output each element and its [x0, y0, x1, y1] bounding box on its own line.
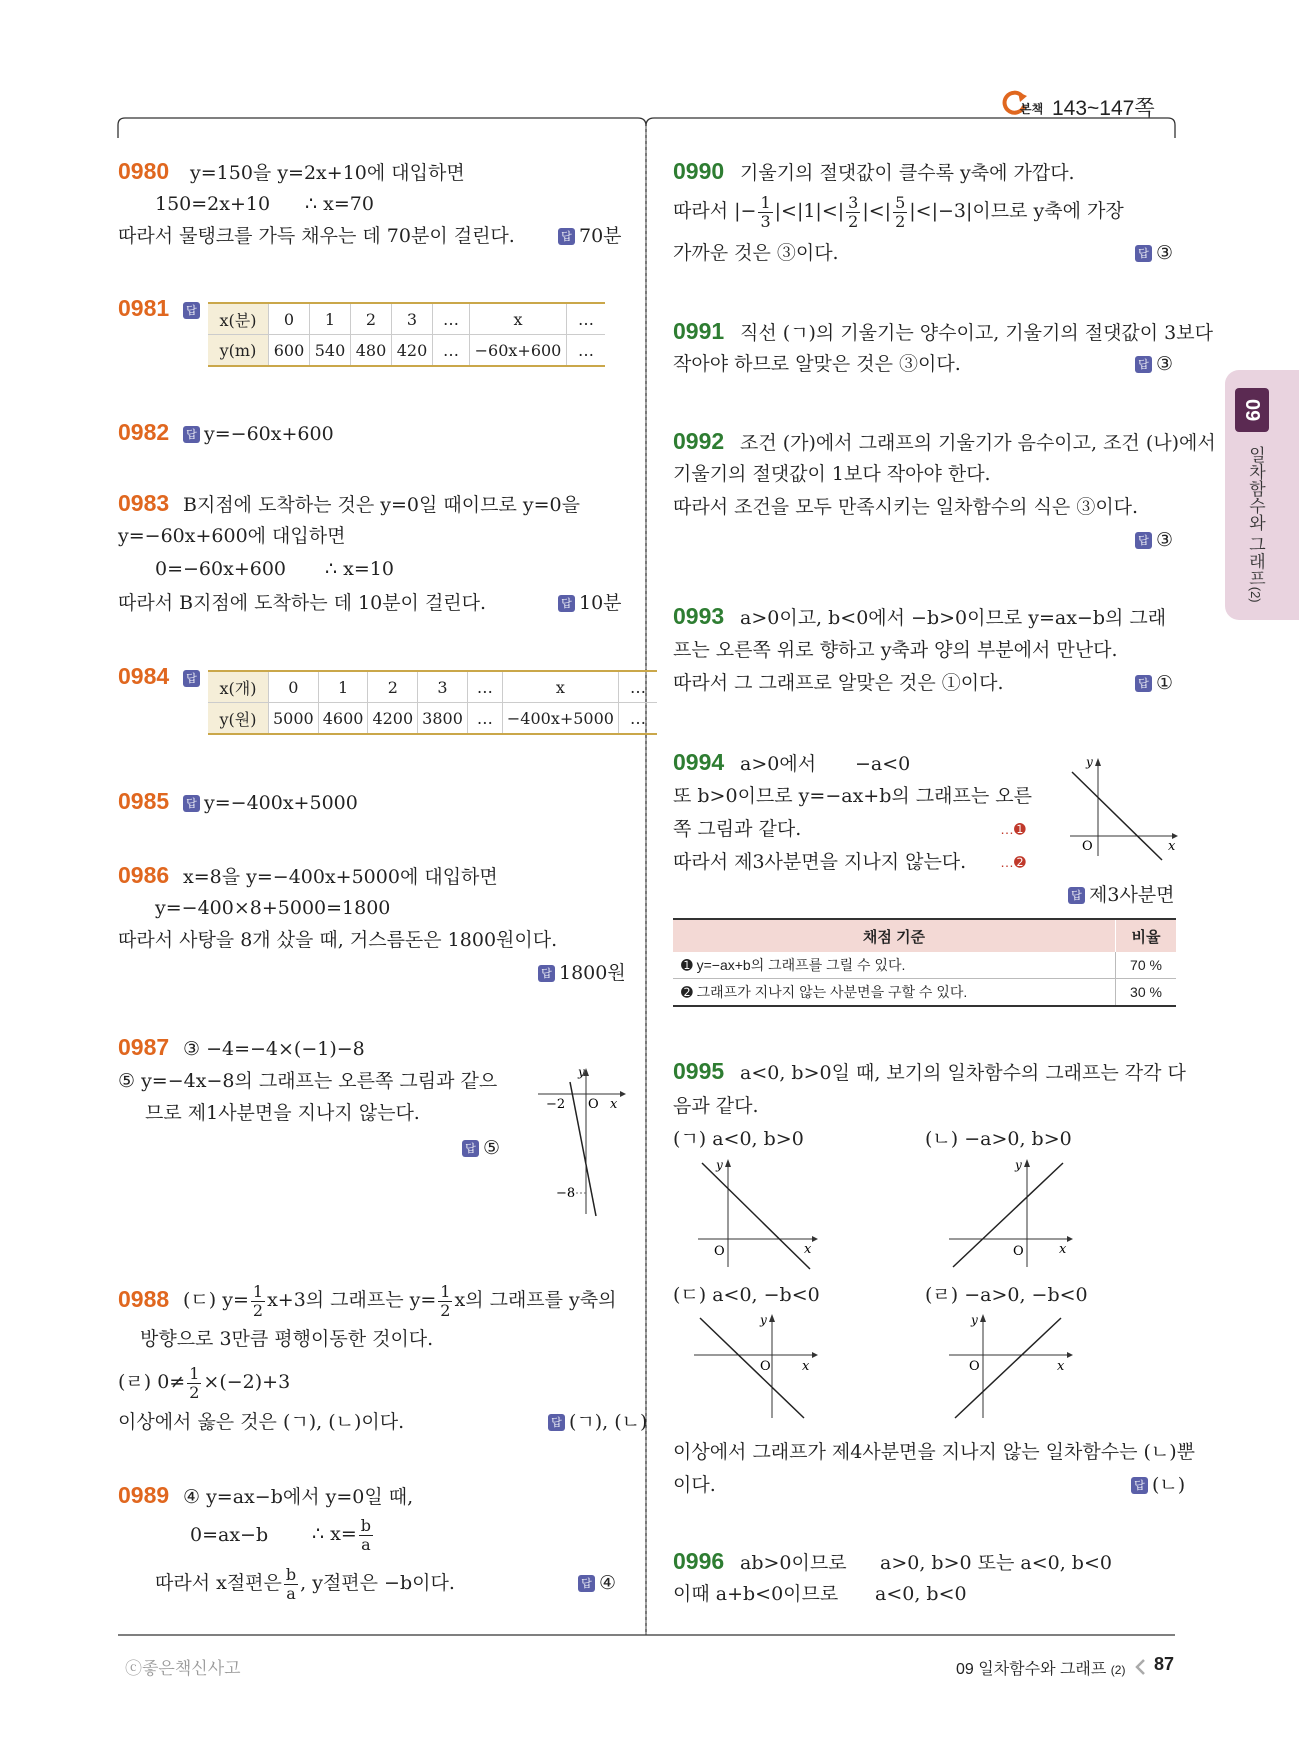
answer: 답 y=−60x+600: [183, 419, 334, 449]
problem-number: 0993: [673, 603, 725, 629]
graph-g2: [945, 1155, 1085, 1275]
equation: ∴ x= $\frac{b}{a}$: [312, 1515, 372, 1554]
answer: 답 (ㄱ), (ㄴ): [548, 1407, 647, 1437]
answer: 답 1800원: [538, 958, 626, 988]
origin-label: O: [1082, 839, 1093, 854]
text-line: 따라서 물탱크를 가득 채우는 데 70분이 걸린다.: [118, 225, 515, 247]
origin-label: O: [714, 1244, 725, 1259]
table-cell: 4600: [318, 703, 368, 735]
problem-number: 0985: [118, 788, 170, 814]
text-line: 이다.: [673, 1474, 716, 1496]
chevron-left-icon: [1134, 1657, 1148, 1677]
text-line: 프는 오른쪽 위로 향하고 y축과 양의 부분에서 만난다.: [673, 639, 1118, 661]
text-line: 또 b>0이므로 y=−ax+b의 그래프는 오른: [673, 785, 1032, 807]
table-cell: 420: [392, 335, 433, 367]
text-line: y=−60x+600에 대입하면: [118, 525, 346, 547]
table-cell: −60x+600: [470, 335, 567, 367]
grading-header-ratio: 비율: [1116, 919, 1177, 952]
table-cell: 5000: [269, 703, 319, 735]
text-line: 따라서 x절편은 $\frac{b}{a}$ , y절편은 −b이다.: [155, 1564, 455, 1603]
text-line: B지점에 도착하는 것은 y=0일 때이므로 y=0을: [183, 494, 580, 516]
value-table-0984: [208, 670, 657, 735]
book-label: 본책: [1020, 102, 1044, 116]
axis-label-x: x: [1057, 1359, 1065, 1374]
table-cell: …: [433, 303, 470, 335]
equation: ∴ x=10: [325, 558, 394, 580]
table-cell: …: [567, 303, 606, 335]
answer-badge: 답: [183, 670, 200, 687]
table-cell: …: [578, 340, 594, 360]
answer: 답 ⑤: [462, 1133, 500, 1163]
text-line: (ㄹ) 0≠ $\frac{1}{2}$ ×(−2)+3: [118, 1363, 291, 1402]
answer: 답 y=−400x+5000: [183, 788, 358, 818]
equation: ab>0이므로: [740, 1552, 847, 1574]
graph-g3: [690, 1310, 830, 1420]
equation: 0=ax−b: [190, 1524, 269, 1546]
text-line: 가까운 것은 ③이다.: [673, 242, 839, 264]
text-line: 기울기의 절댓값이 1보다 작아야 한다.: [673, 463, 991, 485]
equation: a>0, b>0 또는 a<0, b<0: [880, 1552, 1112, 1574]
problem-number: 0986: [118, 862, 170, 888]
chapter-sub: (2): [1248, 586, 1263, 603]
text-line: 음과 같다.: [673, 1095, 759, 1117]
table-cell: 0: [269, 303, 310, 335]
text-line: 따라서 조건을 모두 만족시키는 일차함수의 식은 ③이다.: [673, 496, 1139, 518]
table-cell: x: [502, 671, 618, 703]
text-line: ④ y=ax−b에서 y=0일 때,: [183, 1486, 414, 1508]
problem-number: 0987: [118, 1034, 170, 1060]
axis-label-y: y: [1015, 1158, 1022, 1172]
problem-number: 0981: [118, 295, 170, 321]
answer-badge: 답: [1135, 532, 1152, 549]
table-cell: 600: [269, 335, 310, 367]
text-line: a<0, b>0일 때, 보기의 일차함수의 그래프는 각각 다: [740, 1062, 1186, 1084]
table-cell: …: [629, 708, 646, 728]
value-table-0981: [208, 302, 605, 367]
text-line: 직선 (ㄱ)의 기울기는 양수이고, 기울기의 절댓값이 3보다: [740, 322, 1213, 344]
table-cell: x: [470, 303, 567, 335]
table-cell: 4200: [368, 703, 418, 735]
table-cell: 2: [351, 303, 392, 335]
answer-badge: 답: [1068, 887, 1085, 904]
axis-label-x: x: [610, 1097, 618, 1112]
table-cell: 1: [318, 671, 368, 703]
equation: a>0에서: [740, 753, 817, 775]
equation: 150=2x+10: [155, 193, 271, 215]
graph-0987: [528, 1064, 628, 1224]
equation: a<0, b<0: [875, 1583, 967, 1605]
problem-number: 0990: [673, 158, 725, 184]
table-cell: …: [618, 671, 657, 703]
table-cell: 2: [368, 671, 418, 703]
page-range: 143~147쪽: [1052, 97, 1155, 120]
footer-publisher: ⓒ좋은책신사고: [125, 1659, 241, 1678]
answer: 답 ①: [1135, 668, 1173, 698]
x-intercept-label: −2: [546, 1097, 566, 1112]
table-cell: y(m): [208, 335, 269, 367]
text-line: 따라서 그 그래프로 알맞은 것은 ①이다.: [673, 672, 1004, 694]
graph-caption: (ㄷ) a<0, −b<0: [673, 1284, 820, 1306]
problem-number: 0980: [118, 158, 170, 184]
text-line: 따라서 제3사분면을 지나지 않는다.: [673, 851, 967, 873]
graph-0994: [1060, 752, 1184, 862]
answer-badge: 답: [558, 595, 575, 612]
text-line: 이상에서 옳은 것은 (ㄱ), (ㄴ)이다.: [118, 1411, 405, 1433]
answer-badge: 답: [462, 1140, 479, 1157]
table-cell: …: [433, 335, 470, 367]
table-cell: 1: [310, 303, 351, 335]
answer-badge: 답: [548, 1414, 565, 1431]
table-cell: 540: [310, 335, 351, 367]
chapter-title: [1243, 446, 1268, 603]
table-cell: 3: [418, 671, 468, 703]
problem-number: 0992: [673, 428, 725, 454]
chapter-side-tab: [1225, 370, 1299, 620]
text-line: 따라서 B지점에 도착하는 데 10분이 걸린다.: [118, 592, 487, 614]
text-line: ③ −4=−4×(−1)−8: [183, 1038, 365, 1060]
axis-label-x: x: [1168, 839, 1176, 854]
text-line: 조건 (가)에서 그래프의 기울기가 음수이고, 조건 (나)에서: [740, 432, 1216, 454]
grading-row-2: ➋ 그래프가 지나지 않는 사분면을 구할 수 있다.: [673, 979, 1116, 1007]
step-marker-2: …➋: [1000, 854, 1026, 870]
table-cell: y(원): [208, 703, 269, 735]
answer: 답 ③: [1135, 525, 1173, 555]
text-line: y=150을 y=2x+10에 대입하면: [190, 162, 465, 184]
graph-caption: (ㄴ) −a>0, b>0: [925, 1128, 1072, 1150]
equation: 이때 a+b<0이므로: [673, 1583, 839, 1605]
text-line: ⑤ y=−4x−8의 그래프는 오른쪽 그림과 같으: [118, 1070, 498, 1092]
footer-chapter: [956, 1656, 1125, 1679]
answer: 답 10분: [558, 588, 622, 618]
grading-table: [673, 918, 1176, 1007]
origin-label: O: [969, 1359, 980, 1374]
problem-number: 0996: [673, 1548, 725, 1574]
text-line: 기울기의 절댓값이 클수록 y축에 가깝다.: [740, 162, 1075, 184]
answer-badge: 답: [183, 302, 200, 319]
answer-badge: 답: [558, 228, 575, 245]
problem-number: 0991: [673, 318, 725, 344]
origin-label: O: [1013, 1244, 1024, 1259]
text-line: (ㄷ) y= $\frac{1}{2}$ x+3의 그래프는 y= $\frac{1}{2}$ x의 그래프를 y축의: [183, 1281, 617, 1320]
text-line: 방향으로 3만큼 평행이동한 것이다.: [140, 1328, 434, 1350]
equation: −a<0: [855, 753, 911, 775]
text-line: a>0이고, b<0에서 −b>0이므로 y=ax−b의 그래: [740, 607, 1167, 629]
answer-badge: 답: [1131, 1477, 1148, 1494]
problem-number: 0995: [673, 1058, 725, 1084]
axis-label-y: y: [971, 1313, 978, 1327]
text-line: 므로 제1사분면을 지나지 않는다.: [145, 1102, 420, 1124]
answer: 답 제3사분면: [1068, 880, 1175, 910]
text-line: 작아야 하므로 알맞은 것은 ③이다.: [673, 353, 961, 375]
table-cell: x(분): [208, 303, 269, 335]
text-line: x=8을 y=−400x+5000에 대입하면: [183, 866, 498, 888]
axis-label-x: x: [802, 1359, 810, 1374]
answer-badge: 답: [1135, 356, 1152, 373]
axis-label-y: y: [760, 1313, 767, 1327]
grading-header-criteria: 채점 기준: [673, 919, 1116, 952]
table-cell: −400x+5000: [502, 703, 618, 735]
table-cell: …: [467, 703, 502, 735]
answer: 답 70분: [558, 221, 622, 251]
axis-label-x: x: [1059, 1242, 1067, 1257]
table-cell: x(개): [208, 671, 269, 703]
grading-row-1: ➊ y=−ax+b의 그래프를 그릴 수 있다.: [673, 952, 1116, 979]
text-line: 이상에서 그래프가 제4사분면을 지나지 않는 일차함수는 (ㄴ)뿐: [673, 1441, 1196, 1463]
table-cell: 3800: [418, 703, 468, 735]
table-cell: 3: [392, 303, 433, 335]
problem-number: 0994: [673, 749, 725, 775]
axis-label-y: y: [716, 1158, 723, 1172]
answer: 답 ③: [1135, 349, 1173, 379]
graph-g4: [945, 1310, 1085, 1420]
equation: 0=−60x+600: [155, 558, 287, 580]
text-line: 쪽 그림과 같다.: [673, 818, 802, 840]
page-number: 87: [1154, 1654, 1175, 1674]
problem-number: 0983: [118, 490, 170, 516]
axis-label-x: x: [804, 1242, 812, 1257]
chapter-title-text: 일차함수와 그래프: [1246, 446, 1265, 587]
table-cell: 0: [269, 671, 319, 703]
axis-label-y: y: [578, 1065, 585, 1079]
axis-label-y: y: [1086, 755, 1093, 769]
table-cell: 480: [351, 335, 392, 367]
problem-number: 0989: [118, 1482, 170, 1508]
answer-badge: 답: [1135, 245, 1152, 262]
origin-label: O: [760, 1359, 771, 1374]
answer: 답 ④: [578, 1568, 616, 1598]
answer-badge: 답: [183, 795, 200, 812]
graph-caption: (ㄱ) a<0, b>0: [673, 1128, 804, 1150]
equation: y=−400×8+5000=1800: [155, 897, 391, 919]
answer-badge: 답: [578, 1575, 595, 1592]
answer: 답 ③: [1135, 238, 1173, 268]
step-marker-1: …➊: [1000, 821, 1026, 837]
grading-ratio-2: 30 %: [1130, 984, 1162, 1000]
problem-number: 0984: [118, 663, 170, 689]
footer-chapter-title: 09 일차함수와 그래프: [956, 1661, 1107, 1678]
problem-number: 0982: [118, 419, 170, 445]
table-cell: …: [467, 671, 502, 703]
answer-badge: 답: [538, 965, 555, 982]
problem-number: 0988: [118, 1286, 170, 1312]
graph-caption: (ㄹ) −a>0, −b<0: [925, 1284, 1088, 1306]
grading-ratio-1: 70 %: [1116, 952, 1177, 979]
y-intercept-label: −8: [556, 1186, 576, 1201]
origin-label: O: [588, 1097, 599, 1112]
equation: ∴ x=70: [305, 193, 374, 215]
text-line: 따라서 |− $\frac{1}{3}$ |<|1|<| $\frac{3}{2}$ |<| $\frac{5}{2}$ |<|−3|이므로 y축에 가장: [673, 192, 1124, 231]
chapter-number: 09: [1235, 388, 1269, 432]
answer-badge: 답: [183, 426, 200, 443]
answer: 답 (ㄴ): [1131, 1470, 1185, 1500]
graph-g1: [690, 1155, 830, 1275]
answer-badge: 답: [1135, 675, 1152, 692]
footer-chapter-sub: (2): [1110, 1663, 1126, 1677]
text-line: 따라서 사탕을 8개 샀을 때, 거스름돈은 1800원이다.: [118, 929, 558, 951]
